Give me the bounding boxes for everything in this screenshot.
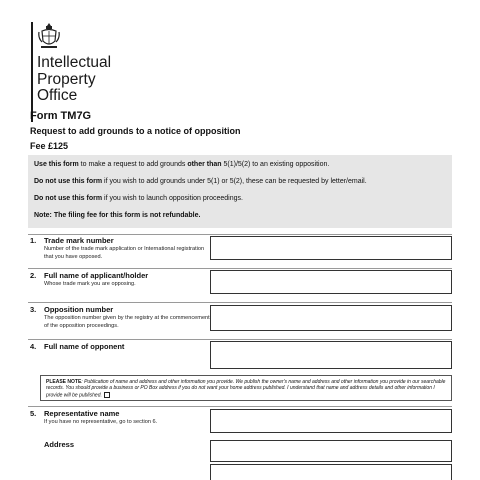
notice-emphasis: other than bbox=[187, 161, 222, 168]
form-fee: Fee £125 bbox=[30, 141, 69, 151]
publication-notice bbox=[40, 375, 452, 401]
section-divider bbox=[28, 268, 452, 269]
ipo-wordmark bbox=[37, 55, 111, 105]
opposition-number-field[interactable] bbox=[210, 305, 452, 331]
publication-consent-checkbox[interactable] bbox=[104, 392, 110, 398]
wordmark-line: Property bbox=[37, 70, 96, 88]
notice-emphasis: Do not use this form bbox=[34, 195, 103, 202]
section-divider bbox=[28, 406, 452, 407]
notice-emphasis: Use this form bbox=[34, 161, 79, 168]
section-help: Number of the trade mark application or International registration that you have opposed. bbox=[44, 246, 205, 260]
section-title: Opposition number bbox=[44, 305, 114, 314]
opponent-name-field[interactable] bbox=[210, 341, 452, 369]
trade-mark-number-field[interactable] bbox=[210, 236, 452, 260]
section-number: 2. bbox=[30, 271, 37, 280]
section-title: Full name of applicant/holder bbox=[44, 271, 149, 280]
notice-text: if you wish to launch opposition proceedings. bbox=[102, 195, 243, 202]
section-divider bbox=[28, 339, 452, 340]
publication-notice-text: : Publication of name and address and other information you provide. We publish the owner's name and address and other information you provide in our searchable records. You should provide a business or PO Box address if you do not want your home address published. I understand that name and address details and other information I provide will be published. bbox=[46, 379, 446, 399]
section-number: 4. bbox=[30, 342, 37, 351]
section-help: If you have no representative, go to section 6. bbox=[44, 419, 158, 425]
notice-fee-note: Note: The filing fee for this form is not refundable. bbox=[34, 212, 201, 219]
notice-line bbox=[34, 160, 446, 169]
notice-text: if you wish to add grounds under 5(1) or 5(2), these can be requested by letter/email. bbox=[102, 178, 367, 185]
wordmark-line: Intellectual bbox=[37, 54, 112, 71]
publication-notice-lead: PLEASE NOTE bbox=[46, 379, 82, 385]
royal-crest-icon bbox=[38, 22, 60, 50]
section-divider bbox=[28, 234, 452, 235]
notice-emphasis: Do not use this form bbox=[34, 178, 103, 185]
section-title: Representative name bbox=[44, 409, 120, 418]
form-title: Form TM7G bbox=[30, 110, 92, 122]
applicant-name-field[interactable] bbox=[210, 270, 452, 294]
wordmark-line: Office bbox=[37, 87, 78, 104]
section-title: Trade mark number bbox=[44, 236, 114, 245]
notice-line bbox=[34, 177, 446, 186]
section-divider bbox=[28, 302, 452, 303]
notice-text: 5(1)/5(2) to an existing opposition. bbox=[221, 161, 330, 168]
section-title: Full name of opponent bbox=[44, 342, 125, 351]
address-label: Address bbox=[44, 440, 75, 449]
usage-notice-panel bbox=[28, 155, 452, 228]
section-help: The opposition number given by the registry at the commencement of the opposition proceedings. bbox=[44, 315, 210, 329]
representative-name-field[interactable] bbox=[210, 409, 452, 433]
section-help: Whose trade mark you are opposing. bbox=[44, 281, 136, 287]
section-number: 1. bbox=[30, 236, 37, 245]
section-number: 5. bbox=[30, 409, 37, 418]
address-field-line-2[interactable] bbox=[210, 464, 452, 480]
form-subtitle: Request to add grounds to a notice of opposition bbox=[30, 126, 241, 136]
section-number: 3. bbox=[30, 305, 37, 314]
address-field-line-1[interactable] bbox=[210, 440, 452, 462]
notice-line bbox=[34, 194, 446, 203]
logo-divider bbox=[31, 22, 33, 122]
notice-text: to make a request to add grounds bbox=[78, 161, 188, 168]
